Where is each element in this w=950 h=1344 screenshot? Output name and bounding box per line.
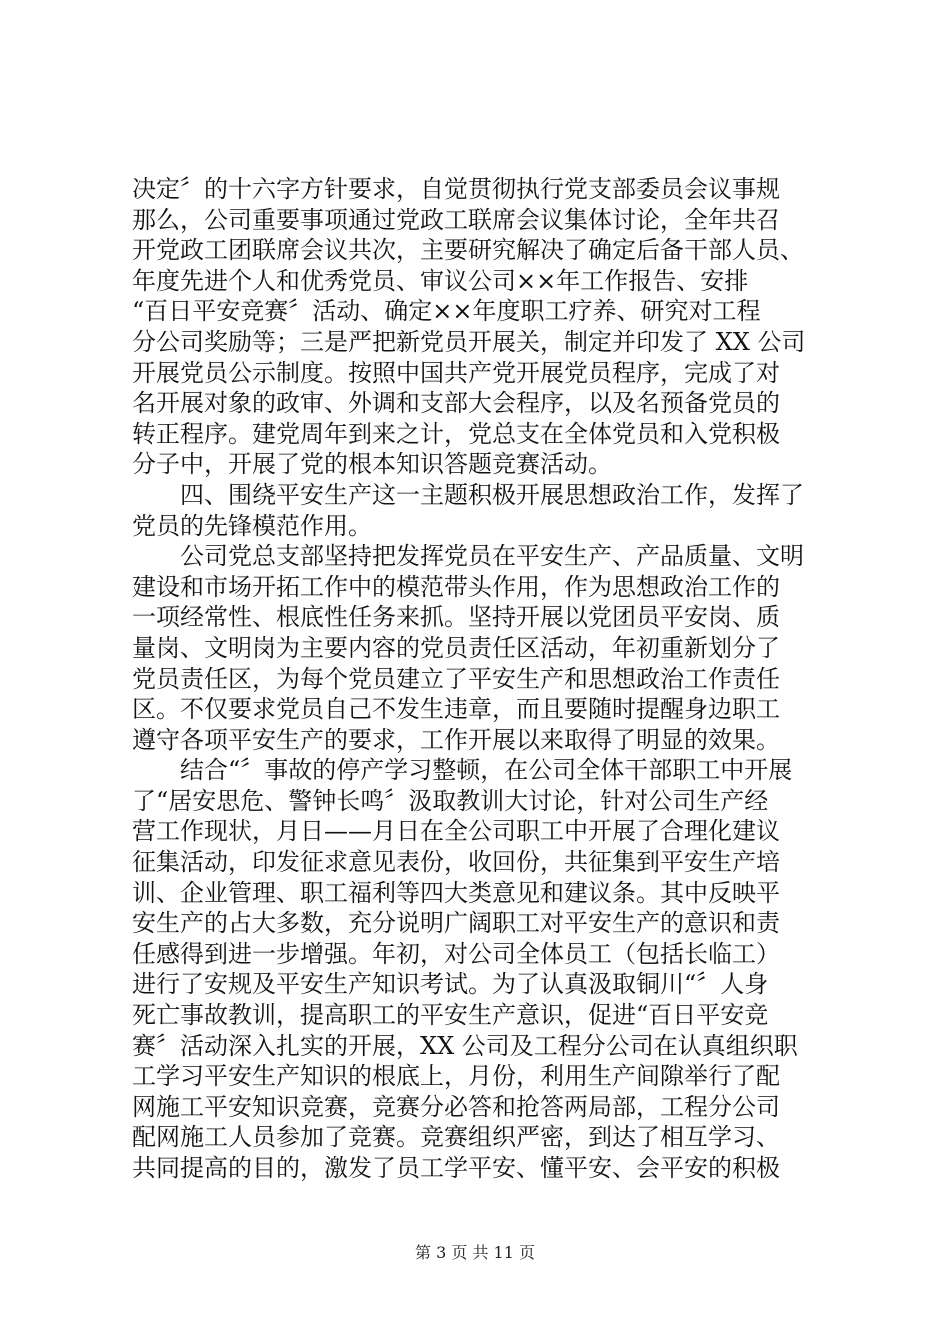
text-line: 网施工平安知识竞赛，竞赛分必答和抢答两局部，工程分公司 <box>132 1092 780 1121</box>
text-line: 任感得到进一步增强。年初，对公司全体员工（包括长临工） <box>132 939 780 968</box>
text-line: 决定〞的十六字方针要求，自觉贯彻执行党支部委员会议事规 <box>132 175 780 203</box>
text-line: 建设和市场开拓工作中的模范带头作用，作为思想政治工作的 <box>132 572 780 601</box>
text-line: “百日平安竞赛〞活动、确定××年度职工疗养、研究对工程 <box>132 297 761 326</box>
text-line: 安生产的占大多数，充分说明广阔职工对平安生产的意识和责 <box>132 909 780 938</box>
text-line: 共同提高的目的，激发了员工学平安、懂平安、会平安的积极 <box>132 1154 780 1182</box>
text-line: 训、企业管理、职工福利等四大类意见和建议条。其中反映平 <box>132 878 780 907</box>
text-line: 年度先进个人和优秀党员、审议公司××年工作报告、安排 <box>132 266 749 295</box>
text-line: 党员的先锋模范作用。 <box>132 511 372 540</box>
text-line: 工学习平安生产知识的根底上，月份，利用生产间隙举行了配 <box>132 1062 780 1091</box>
text-line: 进行了安规及平安生产知识考试。为了认真汲取铜川“〞人身 <box>132 970 769 999</box>
document-body <box>132 174 836 1184</box>
text-line: 党员责任区，为每个党员建立了平安生产和思想政治工作责任 <box>132 664 780 693</box>
text-line: 分子中，开展了党的根本知识答题竞赛活动。 <box>132 450 612 479</box>
text-line: 四、围绕平安生产这一主题积极开展思想政治工作，发挥了 <box>180 480 804 509</box>
text-line: 一项经常性、根底性任务来抓。坚持开展以党团员平安岗、质 <box>132 603 780 632</box>
text-line: 遵守各项平安生产的要求，工作开展以来取得了明显的效果。 <box>132 725 780 754</box>
text-line: 营工作现状，月日——月日在全公司职工中开展了合理化建议 <box>132 817 780 846</box>
text-line: 开党政工团联席会议共次，主要研究解决了确定后备干部人员、 <box>132 236 804 265</box>
text-line: 死亡事故教训，提高职工的平安生产意识，促进“百日平安竞 <box>132 1001 769 1030</box>
text-line: 结合“〞事故的停产学习整顿，在公司全体干部职工中开展 <box>180 756 793 785</box>
text-line: 配网施工人员参加了竞赛。竞赛组织严密，到达了相互学习、 <box>132 1123 780 1152</box>
text-line: 转正程序。建党周年到来之计，党总支在全体党员和入党积极 <box>132 419 780 448</box>
text-line: 开展党员公示制度。按照中国共产党开展党员程序，完成了对 <box>132 358 780 387</box>
text-line: 分公司奖励等；三是严把新党员开展关，制定并印发了 XX 公司 <box>132 327 806 356</box>
text-line: 区。不仅要求党员自己不发生违章，而且要随时提醒身边职工 <box>132 695 780 724</box>
text-line: 那么，公司重要事项通过党政工联席会议集体讨论，全年共召 <box>132 205 780 234</box>
page-footer: 第 3 页 共 11 页 <box>415 1243 535 1262</box>
text-line: 量岗、文明岗为主要内容的党员责任区活动，年初重新划分了 <box>132 633 780 662</box>
text-line: 征集活动，印发征求意见表份，收回份，共征集到平安生产培 <box>132 848 780 877</box>
text-line: 了“居安思危、警钟长鸣〞汲取教训大讨论，针对公司生产经 <box>132 786 769 815</box>
text-line: 赛〞活动深入扎实的开展，XX 公司及工程分公司在认真组织职 <box>132 1031 798 1060</box>
text-line: 名开展对象的政审、外调和支部大会程序，以及名预备党员的 <box>132 389 780 418</box>
text-line: 公司党总支部坚持把发挥党员在平安生产、产品质量、文明 <box>180 542 804 571</box>
